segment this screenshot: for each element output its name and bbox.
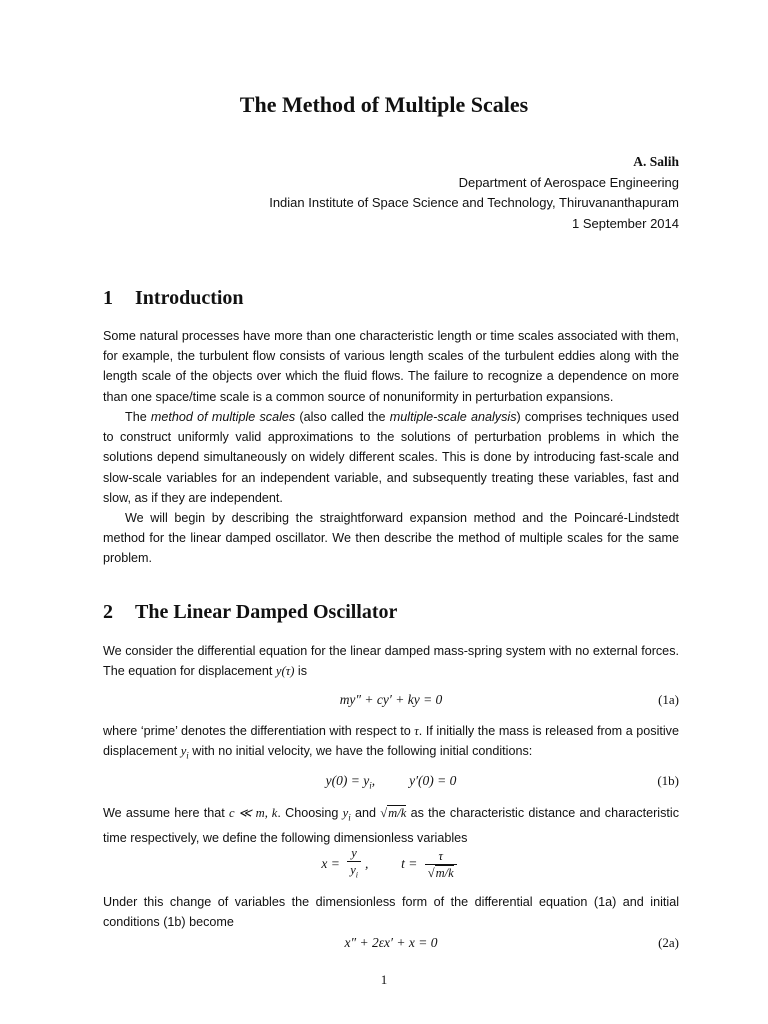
text-run: as the characteristic distance and characteristic time respectively, we define the following dimensionless variables <box>103 806 679 845</box>
equation-2a <box>103 933 679 957</box>
math-inline: c ≪ m, k <box>229 806 278 820</box>
sqrt-radicand: m/k <box>388 806 407 820</box>
fraction-denominator <box>347 862 361 884</box>
math-subscript: i <box>186 750 189 761</box>
text-run: ) comprises techniques used to construct uniformly valid approximations to the solutions of perturbation problems in which the solutions depend simultaneously on widely different scales. This is done by introducing fast-scale and slow-scale variables for an independent variable, and subsequently treating these variables, fast and slow, as if they are independent. <box>103 410 679 505</box>
section-heading-introduction <box>103 287 244 310</box>
equation-body: x = $\frac{y}{y_i}$ , t = $\frac{\tau}{√m/k}$ <box>103 846 679 884</box>
text-run: is <box>294 664 308 679</box>
math-inline: τ <box>414 724 419 738</box>
fraction-t <box>425 849 457 881</box>
author-name: A. Salih <box>633 154 679 169</box>
text-run: We will begin by describing the straightforward expansion method and the Poincaré-Lindstedt method for the linear damped oscillator. We then describe the method of multiple scales for the same problem. <box>103 511 679 566</box>
intro-paragraph-3 <box>103 508 679 569</box>
oscillator-paragraph-2 <box>103 721 679 766</box>
intro-paragraph-1: Some natural processes have more than one characteristic length or time scales associated with them, for example, the turbulent flow consists of various length scales of the turbulent eddies along with the length scale of the objects over which the fluid flows. The failure to recognize a dependence on more than one space/time scale is a common source of nonuniformity in perturbation expansions. <box>103 329 679 404</box>
section-number: 1 <box>103 287 113 309</box>
intro-paragraph-2 <box>103 407 679 508</box>
text-run: (also called the <box>295 410 390 424</box>
sqrt-radicand: m/k <box>435 865 454 880</box>
oscillator-paragraph-4: Under this change of variables the dimensionless form of the differential equation (1a) and initial conditions (1b) become <box>103 895 679 930</box>
equation-body: $y(0) = y_i$, y′(0) = 0 <box>325 773 457 791</box>
equation-tag: (1b) <box>657 773 679 788</box>
author-block <box>269 152 679 234</box>
section-title: Introduction <box>135 287 244 309</box>
math-subscript: i <box>369 780 372 791</box>
equation-part: x = <box>321 855 340 871</box>
equation-part: y(0) = y <box>325 773 370 788</box>
equation-1a <box>103 690 679 714</box>
author-department: Department of Aerospace Engineering <box>458 174 679 190</box>
section-number: 2 <box>103 601 113 623</box>
paper-date: 1 September 2014 <box>572 215 679 231</box>
oscillator-paragraph-1 <box>103 641 679 681</box>
equation-dimensionless <box>103 846 679 890</box>
equation-part: y′(0) = 0 <box>409 773 457 788</box>
text-run: The <box>125 410 151 424</box>
math-subscript: i <box>355 870 358 880</box>
equation-part: t = <box>401 855 418 871</box>
math-inline: y(τ) <box>275 664 295 679</box>
oscillator-paragraph-3 <box>103 803 679 848</box>
emphasis-text: multiple-scale analysis <box>389 410 517 424</box>
fraction-numerator: τ <box>425 849 457 865</box>
author-institute: Indian Institute of Space Science and Technology, Thiruvananthapuram <box>269 195 679 210</box>
text-run: . Choosing <box>277 806 343 820</box>
text-run: with no initial velocity, we have the following initial conditions: <box>188 744 533 759</box>
math-subscript: i <box>348 812 351 823</box>
math-inline: y <box>342 806 349 820</box>
fraction-denominator: √m/k <box>427 865 454 880</box>
emphasis-text: method of multiple scales <box>150 410 296 424</box>
denominator-text: y <box>350 863 356 877</box>
fraction-x <box>347 846 361 884</box>
text-run: . If initially the mass is released from a positive displacement <box>103 724 679 759</box>
equation-body: my″ + cy′ + ky = 0 <box>339 692 443 707</box>
math-inline: y <box>180 744 187 759</box>
text-run: We assume here that <box>103 806 230 820</box>
equation-tag: (1a) <box>658 692 679 707</box>
text-run: We consider the differential equation for the linear damped mass-spring system with no external forces. The equation for displacement <box>103 644 679 679</box>
section-heading-oscillator <box>103 601 397 624</box>
text-run: where ‘prime’ denotes the differentiation with respect to <box>103 724 415 738</box>
equation-1b <box>103 771 679 795</box>
sqrt-expression: √m/k <box>380 806 407 820</box>
equation-body: x″ + 2εx′ + x = 0 <box>344 935 438 950</box>
page-number: 1 <box>380 972 388 987</box>
equation-tag: (2a) <box>658 935 679 950</box>
fraction-numerator: y <box>347 846 361 862</box>
section-title: The Linear Damped Oscillator <box>135 601 398 623</box>
text-run: and <box>350 806 381 820</box>
paper-title: The Method of Multiple Scales <box>239 92 529 117</box>
